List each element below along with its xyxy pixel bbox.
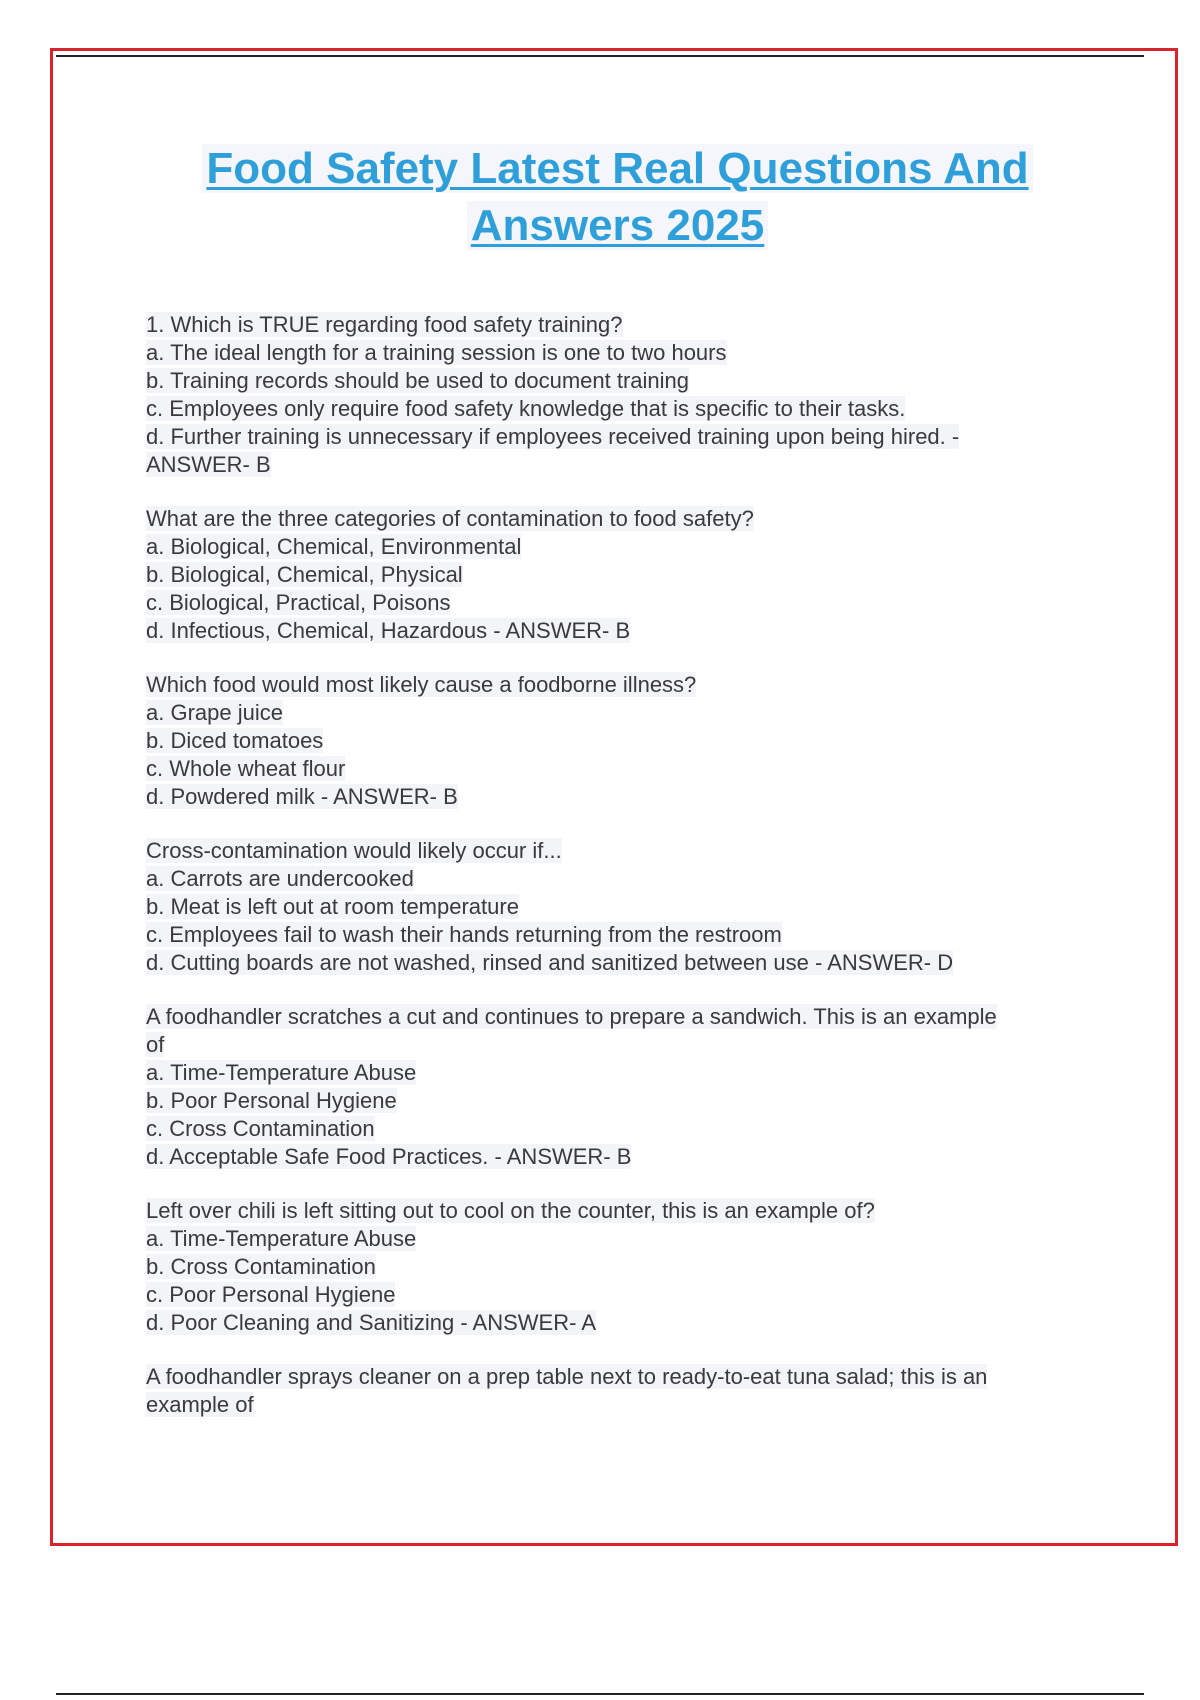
line-text: A foodhandler scratches a cut and continues to prepare a sandwich. This is an example <box>146 1004 997 1029</box>
line-text: b. Diced tomatoes <box>146 728 324 753</box>
document-title <box>150 140 1085 254</box>
line-text: 1. Which is TRUE regarding food safety training? <box>146 312 623 337</box>
answer-option <box>146 1059 1086 1087</box>
question-block <box>146 1003 1086 1171</box>
line-text: b. Cross Contamination <box>146 1254 376 1279</box>
line-text: Left over chili is left sitting out to cool on the counter, this is an example of? <box>146 1198 875 1223</box>
answer-option <box>146 395 1086 423</box>
answer-option <box>146 1087 1086 1115</box>
question-text <box>146 671 1086 699</box>
line-text: d. Powdered milk - ANSWER- B <box>146 784 458 809</box>
line-text: of <box>146 1032 165 1057</box>
answer-option <box>146 893 1086 921</box>
line-text: d. Cutting boards are not washed, rinsed and sanitized between use - ANSWER- D <box>146 950 954 975</box>
line-text: c. Poor Personal Hygiene <box>146 1282 396 1307</box>
question-block <box>146 1197 1086 1337</box>
answer-option <box>146 1391 1086 1419</box>
question-text <box>146 505 1086 533</box>
answer-option <box>146 339 1086 367</box>
line-text: c. Employees only require food safety knowledge that is specific to their tasks. <box>146 396 906 421</box>
line-text: c. Whole wheat flour <box>146 756 346 781</box>
question-block <box>146 1363 1086 1419</box>
line-text: a. The ideal length for a training session is one to two hours <box>146 340 727 365</box>
question-block <box>146 837 1086 977</box>
question-block <box>146 311 1086 479</box>
answer-option <box>146 1225 1086 1253</box>
answer-option <box>146 1281 1086 1309</box>
line-text: d. Infectious, Chemical, Hazardous - ANSWER- B <box>146 618 631 643</box>
line-text: a. Grape juice <box>146 700 283 725</box>
line-text: b. Meat is left out at room temperature <box>146 894 519 919</box>
line-text: d. Poor Cleaning and Sanitizing - ANSWER- A <box>146 1310 597 1335</box>
answer-option <box>146 1143 1086 1171</box>
question-text <box>146 1197 1086 1225</box>
answer-option <box>146 727 1086 755</box>
title-line-1: Food Safety Latest Real Questions And <box>202 144 1032 193</box>
line-text: a. Biological, Chemical, Environmental <box>146 534 522 559</box>
answer-option <box>146 589 1086 617</box>
question-list <box>146 311 1086 1445</box>
line-text: ANSWER- B <box>146 452 271 477</box>
line-text: d. Further training is unnecessary if employees received training upon being hired. - <box>146 424 960 449</box>
answer-option <box>146 755 1086 783</box>
line-text: What are the three categories of contamination to food safety? <box>146 506 754 531</box>
title-line-2: Answers 2025 <box>467 201 769 250</box>
question-text <box>146 1363 1086 1391</box>
answer-option <box>146 699 1086 727</box>
answer-option <box>146 367 1086 395</box>
question-block <box>146 505 1086 645</box>
bottom-rule <box>56 1693 1144 1695</box>
answer-option <box>146 617 1086 645</box>
line-text: c. Employees fail to wash their hands returning from the restroom <box>146 922 782 947</box>
line-text: c. Cross Contamination <box>146 1116 375 1141</box>
question-text <box>146 311 1086 339</box>
line-text: b. Biological, Chemical, Physical <box>146 562 463 587</box>
answer-option <box>146 1031 1086 1059</box>
answer-option <box>146 865 1086 893</box>
line-text: b. Training records should be used to document training <box>146 368 689 393</box>
question-block <box>146 671 1086 811</box>
line-text: b. Poor Personal Hygiene <box>146 1088 397 1113</box>
line-text: a. Time-Temperature Abuse <box>146 1060 417 1085</box>
answer-option <box>146 561 1086 589</box>
line-text: a. Carrots are undercooked <box>146 866 414 891</box>
line-text: Which food would most likely cause a foodborne illness? <box>146 672 697 697</box>
answer-option <box>146 1253 1086 1281</box>
line-text: A foodhandler sprays cleaner on a prep table next to ready-to-eat tuna salad; this is an <box>146 1364 988 1389</box>
question-text <box>146 837 1086 865</box>
answer-option <box>146 949 1086 977</box>
answer-option <box>146 533 1086 561</box>
line-text: c. Biological, Practical, Poisons <box>146 590 451 615</box>
line-text: d. Acceptable Safe Food Practices. - ANSWER- B <box>146 1144 632 1169</box>
answer-option <box>146 1115 1086 1143</box>
question-text <box>146 1003 1086 1031</box>
answer-option <box>146 921 1086 949</box>
answer-option <box>146 451 1086 479</box>
line-text: a. Time-Temperature Abuse <box>146 1226 417 1251</box>
line-text: Cross-contamination would likely occur if... <box>146 838 562 863</box>
answer-option <box>146 783 1086 811</box>
answer-option <box>146 1309 1086 1337</box>
answer-option <box>146 423 1086 451</box>
line-text: example of <box>146 1392 254 1417</box>
